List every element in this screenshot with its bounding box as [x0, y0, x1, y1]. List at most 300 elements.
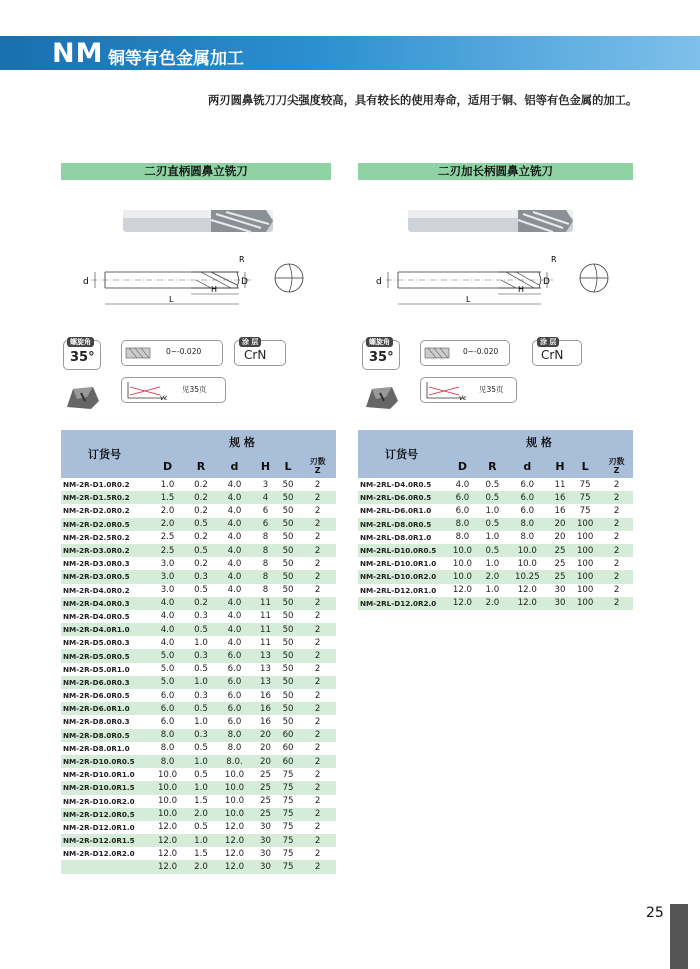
dim-D-label: D [543, 277, 550, 287]
col-D-header: D [445, 454, 480, 478]
spec-cell: 2 [613, 585, 620, 596]
spec-cell: 2 [314, 505, 321, 516]
spec-cell: 4.0 [215, 623, 254, 636]
spec-cell: 50 [282, 505, 294, 516]
spec-cell: 1.0 [194, 716, 208, 727]
spec-cell: 75 [579, 479, 591, 490]
spec-cell: 2.0 [160, 505, 175, 516]
table-row [61, 742, 336, 755]
spec-cell: 50 [277, 518, 299, 531]
spec-cell: 4.0 [227, 611, 242, 622]
spec-cell: 100 [576, 585, 594, 596]
order-code-cell: NM-2R-D2.0R0.2 [63, 506, 130, 516]
spec-cell: 25 [259, 796, 271, 807]
spec-cell: 8.0 [215, 729, 254, 742]
spec-cell: 6.0 [215, 649, 254, 662]
spec-header: 规 格 [445, 430, 633, 454]
table-row [358, 544, 633, 557]
col-Z-header [600, 454, 633, 478]
page-number: 25 [646, 905, 664, 921]
order-code-cell: NM-2R-D1.0R0.2 [63, 480, 130, 490]
table-row [61, 834, 336, 847]
dim-R-label: R [551, 255, 557, 264]
spec-cell: 0.5 [187, 518, 215, 531]
spec-cell: 1.0 [160, 479, 175, 490]
spec-cell: 1.0 [485, 505, 500, 516]
spec-cell: 1.5 [194, 796, 208, 807]
spec-cell: 6.0 [227, 716, 242, 727]
spec-cell: 2 [299, 834, 336, 847]
spec-cell: 2 [314, 796, 321, 807]
order-code-cell: NM-2R-D12.0R1.0 [63, 822, 135, 832]
spec-cell: 2 [299, 755, 336, 768]
spec-cell: 10.0 [215, 808, 254, 821]
table-row [358, 597, 633, 610]
helix-angle-value: 35° [70, 350, 95, 365]
order-code-cell: NM-2R-D10.0R0.5 [61, 755, 148, 768]
helix-angle-box [63, 340, 101, 370]
table-row [61, 755, 336, 768]
table-row [61, 636, 336, 649]
spec-cell: 4.0 [215, 544, 254, 557]
col-H-header: H [254, 454, 277, 478]
table-row [61, 544, 336, 557]
table-row [61, 597, 336, 610]
spec-cell: 5.0 [148, 676, 187, 689]
spec-cell: 50 [277, 676, 299, 689]
table-row [358, 531, 633, 544]
helix-angle-value: 35° [369, 350, 394, 365]
spec-cell: 4.0 [455, 479, 470, 490]
spec-cell: 50 [282, 532, 294, 543]
spec-cell: 12.0 [157, 848, 178, 859]
spec-cell: 3.0 [160, 585, 175, 596]
spec-cell: 11 [254, 597, 277, 610]
table-row [61, 584, 336, 597]
dim-d-label: d [376, 277, 382, 287]
spec-cell: 4.0 [227, 532, 242, 543]
spec-cell: 25 [254, 808, 277, 821]
spec-cell: 2 [299, 729, 336, 742]
spec-cell: 10.0 [505, 544, 550, 557]
header-banner [0, 36, 700, 70]
series-title: 铜等有色金属加工 [108, 49, 244, 69]
spec-cell: 25 [254, 781, 277, 794]
spec-cell: 10.0 [452, 558, 473, 569]
material-icon [63, 377, 103, 413]
col-R-header: R [480, 454, 505, 478]
spec-cell: 2 [314, 558, 321, 569]
spec-cell: 8.0 [227, 743, 242, 754]
spec-cell: 2 [299, 702, 336, 715]
spec-cell: 30 [259, 848, 271, 859]
coating-label: 涂 层 [239, 337, 261, 347]
spec-cell: 10.0 [148, 808, 187, 821]
spec-cell: 1.0 [485, 585, 500, 596]
spec-cell: 2 [600, 570, 633, 583]
spec-cell: 12.0 [157, 822, 178, 833]
spec-cell: 75 [570, 491, 600, 504]
spec-cell: 3.0 [160, 558, 175, 569]
order-code-cell: NM-2RL-D10.0R0.5 [358, 544, 445, 557]
spec-cell: 0.2 [194, 479, 208, 490]
spec-cell: 60 [282, 743, 294, 754]
order-code-cell: NM-2R-D12.0R2.0 [63, 849, 135, 859]
table-row [358, 557, 633, 570]
table-row [61, 860, 336, 873]
table-row [61, 623, 336, 636]
right-table-body [358, 478, 633, 610]
spec-cell: 6.0 [455, 505, 470, 516]
spec-cell: 50 [282, 716, 294, 727]
spec-cell: 8.0 [505, 518, 550, 531]
spec-cell: 50 [277, 570, 299, 583]
spec-cell: 12.0 [517, 585, 537, 596]
table-row [358, 584, 633, 597]
table-row [61, 729, 336, 742]
order-code-cell: NM-2R-D10.0R2.0 [63, 796, 135, 806]
spec-cell: 10.0 [224, 796, 245, 807]
spec-cell: 0.2 [194, 505, 208, 516]
spec-cell: 0.5 [194, 585, 208, 596]
order-code-cell: NM-2RL-D6.0R1.0 [360, 506, 432, 516]
spec-cell: 6.0 [227, 690, 242, 701]
order-code-cell: NM-2R-D12.0R1.5 [61, 834, 148, 847]
spec-cell: 0.5 [187, 623, 215, 636]
spec-cell: 2 [299, 676, 336, 689]
col-d-header: d [505, 454, 550, 478]
spec-cell: 0.3 [187, 729, 215, 742]
spec-cell: 8.0 [148, 729, 187, 742]
spec-cell: 0.5 [485, 479, 500, 490]
coating-box [532, 340, 582, 366]
spec-cell: 50 [277, 649, 299, 662]
spec-cell: 50 [282, 690, 294, 701]
spec-cell: 25 [259, 769, 271, 780]
spec-cell: 0.5 [194, 822, 208, 833]
spec-cell: 10.25 [505, 570, 550, 583]
spec-cell: 16 [254, 702, 277, 715]
spec-cell: 2 [299, 491, 336, 504]
order-code-cell: NM-2R-D8.0R1.0 [63, 743, 130, 753]
table-row [358, 478, 633, 491]
spec-cell: 5.0 [160, 664, 175, 675]
spec-cell: 12.0 [215, 834, 254, 847]
order-code-cell: NM-2R-D5.0R1.0 [63, 664, 130, 674]
spec-cell: 2 [600, 597, 633, 610]
col-Z-label-top: 刃数 [608, 457, 625, 466]
spec-cell: 2 [600, 491, 633, 504]
table-row [61, 821, 336, 834]
order-no-header: 订货号 [358, 430, 445, 478]
table-row [358, 504, 633, 517]
spec-cell: 12.0 [224, 822, 245, 833]
spec-cell: 2 [299, 623, 336, 636]
spec-cell: 8.0 [445, 518, 480, 531]
spec-cell: 6.0 [520, 505, 535, 516]
spec-cell: 8.0 [148, 755, 187, 768]
spec-cell: 50 [277, 491, 299, 504]
spec-cell: 2 [299, 570, 336, 583]
order-code-cell: NM-2RL-D8.0R1.0 [360, 532, 432, 542]
order-code-cell: NM-2R-D2.0R0.5 [61, 518, 148, 531]
spec-cell: 1.0 [187, 781, 215, 794]
spec-cell: 0.3 [194, 611, 208, 622]
spec-cell: 12.0 [148, 860, 187, 873]
table-row [61, 768, 336, 781]
spec-cell: 2 [314, 716, 321, 727]
right-tool-panel [358, 190, 638, 420]
spec-cell: 50 [282, 611, 294, 622]
col-D-header: D [148, 454, 187, 478]
spec-cell: 6.0 [445, 491, 480, 504]
spec-cell: 0.5 [187, 702, 215, 715]
spec-cell: 30 [554, 585, 566, 596]
cutting-speed-chart-icon [124, 379, 172, 401]
coating-label: 涂 层 [537, 337, 559, 347]
spec-cell: 0.5 [194, 743, 208, 754]
table-row [61, 808, 336, 821]
spec-cell: 2.5 [148, 544, 187, 557]
order-code-cell: NM-2R-D6.0R1.0 [61, 702, 148, 715]
page-ref: 见35页 [479, 385, 504, 394]
spec-cell: 8 [254, 544, 277, 557]
table-row [61, 610, 336, 623]
spec-cell: 20 [554, 532, 566, 543]
table-row [61, 649, 336, 662]
cutting-speed-chart-icon [423, 379, 471, 401]
order-code-cell: NM-2R-D1.5R0.2 [61, 491, 148, 504]
spec-cell: 10.0 [224, 769, 245, 780]
col-d-header: d [215, 454, 254, 478]
spec-cell: 30 [550, 597, 570, 610]
spec-cell: 75 [277, 808, 299, 821]
spec-cell: 1.0 [187, 755, 215, 768]
spec-cell: 50 [282, 664, 294, 675]
dim-H-label: H [518, 285, 525, 294]
table-row [61, 531, 336, 544]
dim-L-label: L [466, 295, 471, 304]
order-code-cell: NM-2R-D8.0R0.5 [61, 729, 148, 742]
spec-header: 规 格 [148, 430, 336, 454]
coating-value: CrN [541, 348, 564, 362]
spec-cell: 100 [570, 518, 600, 531]
spec-cell: 4.0 [227, 585, 242, 596]
spec-cell: 16 [554, 505, 566, 516]
spec-cell: 13 [254, 676, 277, 689]
order-code-cell: NM-2R-D2.5R0.2 [63, 532, 130, 542]
spec-cell: 2 [299, 808, 336, 821]
spec-cell: 4.0 [148, 623, 187, 636]
tolerance-box [420, 340, 510, 366]
col-L-header: L [570, 454, 600, 478]
order-code-cell: NM-2RL-D10.0R1.0 [360, 559, 437, 569]
tolerance-value: 0~-0.020 [166, 347, 202, 356]
spec-cell: 2.5 [160, 532, 175, 543]
spec-cell: 50 [277, 623, 299, 636]
spec-cell: 100 [570, 570, 600, 583]
spec-cell: 4.0 [215, 518, 254, 531]
spec-cell: 75 [579, 505, 591, 516]
spec-cell: 2 [299, 597, 336, 610]
spec-cell: 16 [550, 491, 570, 504]
spec-cell: 11 [554, 479, 566, 490]
table-row [358, 518, 633, 531]
spec-cell: 3 [262, 479, 269, 490]
spec-cell: 2 [314, 637, 321, 648]
spec-cell: 12.0 [224, 848, 245, 859]
table-row [61, 557, 336, 570]
table-row [61, 478, 336, 491]
spec-cell: 2 [613, 532, 620, 543]
table-row [61, 847, 336, 860]
spec-cell: 6.0 [148, 702, 187, 715]
spec-cell: 0.3 [194, 690, 208, 701]
order-no-header: 订货号 [61, 430, 148, 478]
spec-cell: 12.0 [452, 585, 473, 596]
col-Z-header [299, 454, 336, 478]
order-code-cell: NM-2RL-D6.0R0.5 [358, 491, 445, 504]
spec-cell: 2 [314, 585, 321, 596]
right-spec-table [358, 430, 633, 610]
spec-cell: 8 [254, 570, 277, 583]
spec-cell: 0.5 [480, 518, 505, 531]
spec-cell: 8.0 [455, 532, 470, 543]
spec-cell: 16 [259, 716, 271, 727]
spec-cell: 2 [314, 743, 321, 754]
dim-D-label: D [241, 277, 248, 287]
spec-cell: 2 [299, 781, 336, 794]
spec-cell: 2.0 [480, 597, 505, 610]
spec-cell: 2 [314, 611, 321, 622]
spec-cell: 50 [277, 597, 299, 610]
spec-cell: 100 [576, 532, 594, 543]
spec-cell: 4.0 [227, 558, 242, 569]
spec-cell: 2.0 [187, 808, 215, 821]
spec-cell: 75 [277, 834, 299, 847]
spec-cell: 50 [282, 479, 294, 490]
spec-cell: 50 [282, 558, 294, 569]
spec-cell: 60 [277, 729, 299, 742]
spec-cell: 10.0 [445, 544, 480, 557]
spec-cell: 0.3 [187, 570, 215, 583]
order-code-cell: NM-2R-D6.0R0.5 [63, 691, 130, 701]
spec-cell: 100 [570, 544, 600, 557]
spec-cell: 5.0 [148, 649, 187, 662]
order-code-cell: NM-2R-D3.0R0.3 [63, 559, 130, 569]
order-code-cell: NM-2R-D4.0R0.5 [63, 611, 130, 621]
spec-cell: 0.2 [194, 532, 208, 543]
order-code-cell: NM-2R-D10.0R1.5 [61, 781, 148, 794]
spec-cell: 60 [277, 755, 299, 768]
spec-cell: 2.0 [148, 518, 187, 531]
order-code-cell: NM-2R-D5.0R0.5 [61, 649, 148, 662]
table-row [61, 504, 336, 517]
spec-cell: 75 [282, 822, 294, 833]
spec-cell: 0.3 [187, 649, 215, 662]
left-tool-panel [61, 190, 336, 420]
spec-cell: 1.0 [187, 834, 215, 847]
spec-cell: 25 [550, 570, 570, 583]
spec-cell: 0.2 [194, 558, 208, 569]
order-code-cell: NM-2R-D8.0R0.3 [63, 717, 130, 727]
spec-cell: 6.0 [215, 676, 254, 689]
order-code-cell: NM-2R-D12.0R0.5 [61, 808, 148, 821]
spec-cell: 8 [262, 585, 269, 596]
dim-L-label: L [169, 295, 174, 304]
col-Z-label-bottom: Z [613, 466, 620, 475]
order-code-cell: NM-2R-D3.0R0.2 [61, 544, 148, 557]
spec-cell: 11 [254, 623, 277, 636]
spec-cell: 1.5 [148, 491, 187, 504]
spec-cell: 50 [277, 544, 299, 557]
order-code-cell: NM-2RL-D12.0R1.0 [360, 585, 437, 595]
spec-cell: 2 [299, 649, 336, 662]
spec-cell: 12.0 [148, 834, 187, 847]
spec-cell: 4.0 [227, 637, 242, 648]
order-code-cell: NM-2R-D10.0R1.0 [63, 770, 135, 780]
spec-cell: 3.0 [148, 570, 187, 583]
tolerance-value: 0~-0.020 [463, 347, 499, 356]
spec-cell: 30 [254, 834, 277, 847]
spec-cell: 20 [259, 743, 271, 754]
coating-box [234, 340, 286, 366]
spec-cell: 1.0 [194, 637, 208, 648]
spec-cell: 1.0 [485, 558, 500, 569]
spec-cell: 6 [262, 505, 269, 516]
svg-text:Vc: Vc [160, 395, 168, 401]
spec-cell: 25 [550, 544, 570, 557]
series-code: NM [52, 38, 104, 69]
spec-cell: 6 [254, 518, 277, 531]
spec-cell: 13 [259, 664, 271, 675]
order-code-cell: NM-2R-D4.0R0.3 [61, 597, 148, 610]
page-ref: 见35页 [182, 385, 207, 394]
spec-cell: 4.0 [148, 597, 187, 610]
dim-H-label: H [211, 285, 218, 294]
spec-cell: 30 [254, 860, 277, 873]
order-code-cell: NM-2RL-D4.0R0.5 [360, 480, 432, 490]
spec-cell: 2 [299, 518, 336, 531]
spec-cell: 4 [254, 491, 277, 504]
col-Z-label-top: 刃数 [309, 457, 326, 466]
spec-cell: 10.0 [445, 570, 480, 583]
spec-cell: 30 [259, 822, 271, 833]
spec-cell: 10.0 [517, 558, 537, 569]
table-row [61, 715, 336, 728]
spec-cell: 12.0 [215, 860, 254, 873]
spec-cell: 1.0 [485, 532, 500, 543]
spec-cell: 2 [314, 822, 321, 833]
spec-cell: 6.0 [520, 479, 535, 490]
spec-cell: 0.2 [187, 491, 215, 504]
order-code-cell: NM-2R-D3.0R0.5 [61, 570, 148, 583]
table-row [61, 491, 336, 504]
col-L-header: L [277, 454, 299, 478]
spec-cell: 8.0. [215, 755, 254, 768]
spec-cell: 10.0 [157, 769, 178, 780]
spec-cell: 0.5 [187, 544, 215, 557]
order-code-cell: NM-2R-D4.0R0.2 [63, 585, 130, 595]
spec-cell: 2 [314, 532, 321, 543]
spec-cell: 6.0 [160, 690, 175, 701]
spec-cell: 1.5 [194, 848, 208, 859]
spec-cell: 4.0 [227, 479, 242, 490]
table-row [358, 570, 633, 583]
table-row [61, 689, 336, 702]
spec-cell: 20 [550, 518, 570, 531]
helix-angle-label: 螺旋角 [366, 337, 393, 347]
